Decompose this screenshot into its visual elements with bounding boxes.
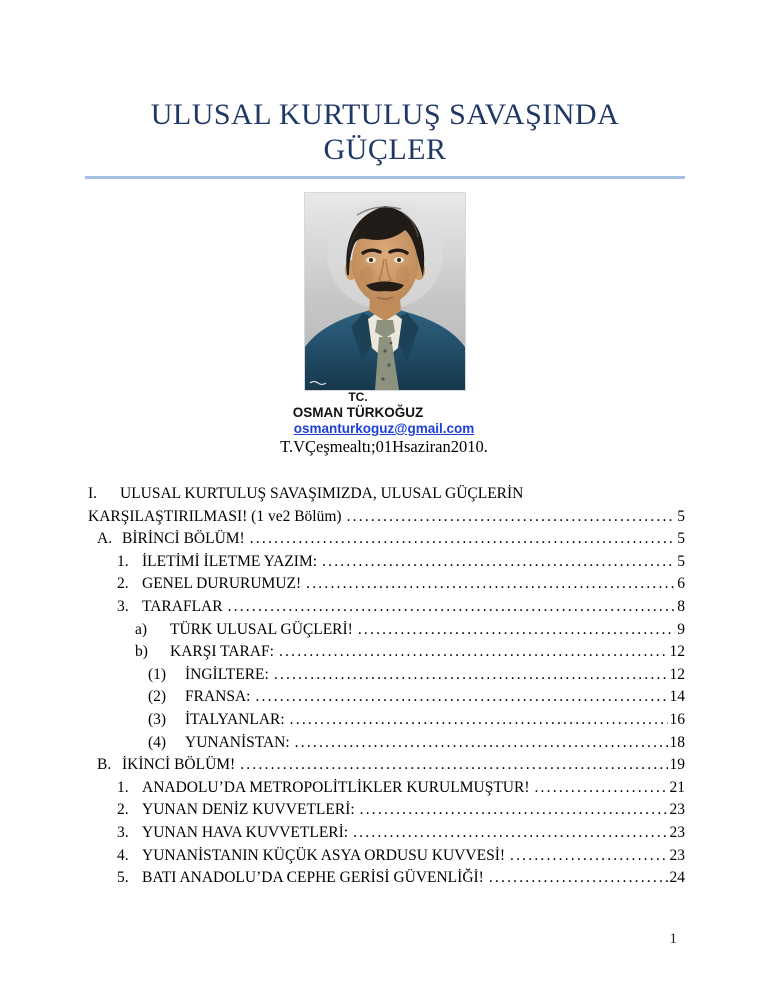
page-title-line2: GÜÇLER — [323, 133, 447, 166]
toc-marker: 2. — [117, 575, 129, 593]
toc-label: KARŞI TARAF: — [170, 643, 274, 661]
toc-marker: A. — [97, 530, 113, 548]
toc-entry[interactable] — [88, 799, 685, 822]
toc-page-number: 19 — [669, 756, 685, 774]
toc-marker: (1) — [148, 665, 167, 683]
toc-marker: 3. — [117, 823, 129, 841]
toc-marker: 2. — [117, 801, 129, 819]
toc-dot-leader — [240, 754, 667, 777]
toc-entry[interactable] — [88, 822, 685, 845]
toc-entry[interactable] — [88, 754, 685, 777]
toc-page-number: 23 — [669, 823, 685, 841]
toc-page-number: 23 — [669, 846, 685, 864]
toc-marker: 1. — [117, 552, 129, 570]
toc-label: İKİNCİ BÖLÜM! — [122, 756, 236, 774]
toc-dot-leader — [255, 686, 667, 709]
toc-label: YUNANİSTANIN KÜÇÜK ASYA ORDUSU KUVVESİ! — [142, 846, 506, 864]
toc-marker: (2) — [148, 688, 167, 706]
toc-dot-leader — [274, 664, 668, 687]
toc-entry[interactable] — [88, 867, 685, 890]
document-title-block — [85, 97, 685, 179]
toc-label: BİRİNCİ BÖLÜM! — [122, 530, 245, 548]
page-title-line1: ULUSAL KURTULUŞ SAVAŞINDA — [150, 98, 620, 131]
table-of-contents — [88, 483, 685, 890]
author-dateline: T.VÇeşmealtı;01Hsaziran2010. — [280, 437, 488, 456]
page-title — [85, 97, 685, 167]
toc-label: YUNANİSTAN: — [185, 733, 290, 751]
author-name: OSMAN TÜRKOĞUZ — [292, 405, 424, 420]
author-tc-label: TC. — [348, 390, 368, 404]
page-number: 1 — [669, 931, 677, 947]
toc-entry[interactable] — [88, 596, 685, 619]
toc-marker: 4. — [117, 846, 129, 864]
toc-marker: 5. — [117, 869, 129, 887]
toc-entry[interactable] — [88, 709, 685, 732]
toc-label: İNGİLTERE: — [185, 665, 269, 683]
toc-dot-leader — [279, 641, 668, 664]
toc-page-number: 9 — [677, 620, 685, 638]
toc-label: YUNAN HAVA KUVVETLERİ: — [142, 823, 349, 841]
toc-dot-leader — [322, 551, 675, 574]
toc-page-number: 18 — [669, 733, 685, 751]
toc-marker: B. — [97, 756, 112, 774]
toc-page-number: 16 — [669, 710, 685, 728]
toc-entry[interactable] — [88, 664, 685, 687]
toc-entry[interactable] — [88, 619, 685, 642]
toc-label: YUNAN DENİZ KUVVETLERİ: — [142, 801, 355, 819]
toc-label: FRANSA: — [185, 688, 251, 706]
author-email-row — [0, 421, 768, 437]
toc-entry-continuation[interactable] — [88, 506, 685, 529]
toc-page-number: 24 — [669, 869, 685, 887]
toc-entry[interactable] — [88, 483, 685, 506]
toc-marker: (4) — [148, 733, 167, 751]
toc-page-number: 5 — [677, 530, 685, 548]
toc-dot-leader — [510, 845, 667, 868]
toc-entry[interactable] — [88, 551, 685, 574]
toc-label: ULUSAL KURTULUŞ SAVAŞIMIZDA, ULUSAL GÜÇLERİN — [120, 485, 524, 502]
toc-page-number: 5 — [677, 552, 685, 570]
toc-marker: 1. — [117, 778, 129, 796]
toc-page-number: 21 — [669, 778, 685, 796]
toc-marker: b) — [135, 643, 148, 661]
toc-dot-leader — [250, 528, 676, 551]
author-photo — [305, 193, 465, 390]
toc-entry[interactable] — [88, 777, 685, 800]
toc-marker: I. — [88, 485, 98, 502]
toc-dot-leader — [534, 777, 667, 800]
toc-entry[interactable] — [88, 732, 685, 755]
toc-label: İLETİMİ İLETME YAZIM: — [142, 552, 318, 570]
toc-dot-leader — [306, 573, 675, 596]
toc-dot-leader — [347, 506, 676, 529]
toc-label: ANADOLU’DA METROPOLİTLİKLER KURULMUŞTUR! — [142, 778, 530, 796]
toc-page-number: 12 — [669, 665, 685, 683]
toc-page-number: 12 — [669, 643, 685, 661]
toc-page-number: 5 — [677, 507, 685, 525]
toc-entry[interactable] — [88, 686, 685, 709]
toc-entry[interactable] — [88, 845, 685, 868]
toc-label: TÜRK ULUSAL GÜÇLERİ! — [170, 620, 353, 638]
toc-page-number: 14 — [669, 688, 685, 706]
toc-page-number: 8 — [677, 597, 685, 615]
author-photo-image — [305, 193, 465, 390]
toc-dot-leader — [228, 596, 676, 619]
toc-dot-leader — [295, 732, 668, 755]
author-email-link[interactable]: osmanturkoguz@gmail.com — [293, 421, 475, 436]
toc-label: TARAFLAR — [142, 597, 223, 615]
toc-label: BATI ANADOLU’DA CEPHE GERİSİ GÜVENLİĞİ! — [142, 869, 484, 887]
toc-label: İTALYANLAR: — [185, 710, 285, 728]
toc-entry[interactable] — [88, 641, 685, 664]
toc-marker: (3) — [148, 710, 167, 728]
toc-dot-leader — [489, 867, 668, 890]
toc-dot-leader — [290, 709, 668, 732]
toc-dot-leader — [353, 822, 667, 845]
toc-label: KARŞILAŞTIRILMASI! (1 ve2 Bölüm) — [88, 507, 342, 525]
toc-label: GENEL DURURUMUZ! — [142, 575, 302, 593]
toc-page-number: 6 — [677, 575, 685, 593]
toc-entry[interactable] — [88, 528, 685, 551]
toc-page-number: 23 — [669, 801, 685, 819]
toc-entry[interactable] — [88, 573, 685, 596]
toc-dot-leader — [360, 799, 668, 822]
toc-marker: a) — [135, 620, 148, 638]
toc-dot-leader — [358, 619, 675, 642]
author-caption — [0, 390, 768, 456]
toc-marker: 3. — [117, 597, 129, 615]
